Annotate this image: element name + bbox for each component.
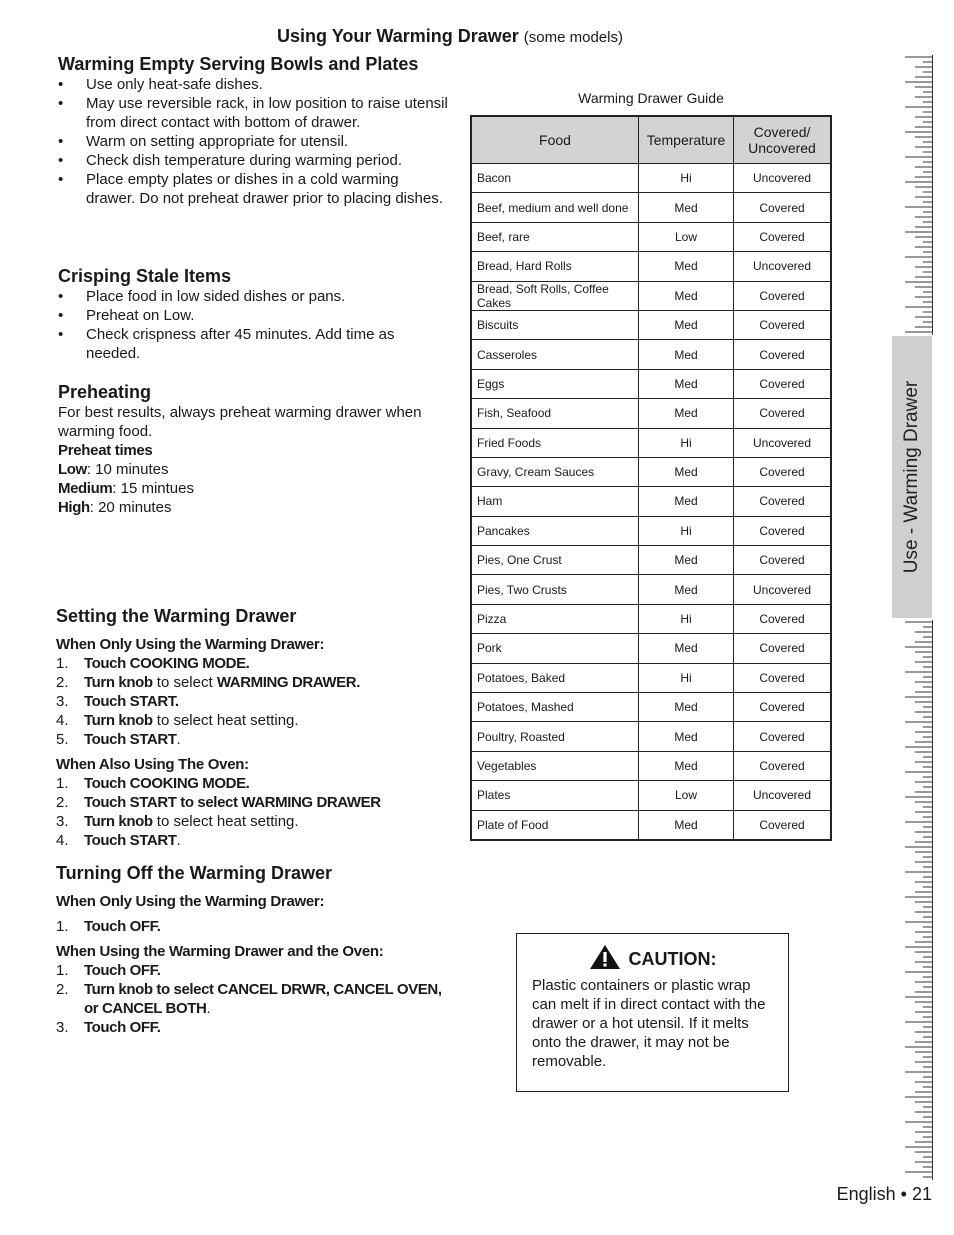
step-number: 3. bbox=[56, 693, 69, 710]
caution-header bbox=[532, 944, 773, 974]
step-item bbox=[56, 730, 446, 749]
cell-temperature: Med bbox=[639, 281, 734, 310]
preheat-time-row bbox=[58, 460, 448, 479]
cell-food: Poultry, Roasted bbox=[471, 722, 639, 751]
cell-covered: Covered bbox=[734, 193, 832, 222]
cell-covered: Covered bbox=[734, 310, 832, 339]
list-item: • Place empty plates or dishes in a cold warming drawer. Do not preheat drawer prior to placing dishes. bbox=[58, 170, 448, 208]
step-action: Touch OFF. bbox=[84, 1019, 161, 1036]
cell-temperature: Med bbox=[639, 722, 734, 751]
column-header-temperature: Temperature bbox=[639, 116, 734, 164]
step-item bbox=[56, 793, 446, 812]
list-item: • Warm on setting appropriate for utensil. bbox=[58, 132, 448, 151]
step-item bbox=[56, 711, 446, 730]
section-heading: Preheating bbox=[58, 382, 152, 402]
table-row bbox=[471, 516, 831, 545]
section-setting bbox=[56, 605, 446, 850]
step-action: Touch START bbox=[84, 832, 177, 849]
step-action: Touch OFF. bbox=[84, 918, 161, 935]
step-item bbox=[56, 1018, 446, 1037]
cell-food: Beef, rare bbox=[471, 222, 639, 251]
table-row bbox=[471, 193, 831, 222]
cell-food: Pancakes bbox=[471, 516, 639, 545]
cell-food: Beef, medium and well done bbox=[471, 193, 639, 222]
step-text: . bbox=[206, 1000, 211, 1017]
cell-covered: Covered bbox=[734, 546, 832, 575]
bullet-list bbox=[58, 75, 448, 208]
cell-covered: Uncovered bbox=[734, 575, 832, 604]
table-row bbox=[471, 693, 831, 722]
step-action: Turn knob bbox=[84, 813, 153, 830]
table-row bbox=[471, 457, 831, 486]
step-number: 5. bbox=[56, 731, 69, 748]
cell-temperature: Med bbox=[639, 193, 734, 222]
cell-temperature: Med bbox=[639, 340, 734, 369]
cell-covered: Covered bbox=[734, 222, 832, 251]
table-row bbox=[471, 722, 831, 751]
step-item bbox=[56, 831, 446, 850]
cell-food: Eggs bbox=[471, 369, 639, 398]
table-row bbox=[471, 634, 831, 663]
step-number: 1. bbox=[56, 655, 69, 672]
step-number: 3. bbox=[56, 1019, 69, 1036]
cell-temperature: Med bbox=[639, 751, 734, 780]
section-turning-off bbox=[56, 862, 446, 1037]
table-header-row bbox=[471, 116, 831, 164]
step-number: 1. bbox=[56, 962, 69, 979]
step-action: Touch START to select WARMING DRAWER bbox=[84, 794, 381, 811]
step-item bbox=[56, 980, 446, 1018]
cell-covered: Covered bbox=[734, 457, 832, 486]
step-list bbox=[56, 917, 446, 936]
preheat-time-row bbox=[58, 479, 448, 498]
cell-food: Ham bbox=[471, 487, 639, 516]
step-action: Touch START bbox=[84, 731, 177, 748]
list-item: • Check dish temperature during warming period. bbox=[58, 151, 448, 170]
step-number: 1. bbox=[56, 918, 69, 935]
list-item: • Preheat on Low. bbox=[58, 306, 448, 325]
list-item: • Check crispness after 45 minutes. Add time as needed. bbox=[58, 325, 448, 363]
step-action: WARMING DRAWER. bbox=[216, 674, 360, 691]
group-label: When Also Using The Oven: bbox=[56, 756, 249, 773]
bullet-list bbox=[58, 287, 448, 363]
step-number: 1. bbox=[56, 775, 69, 792]
preheat-intro: For best results, always preheat warming drawer when warming food. bbox=[58, 404, 422, 440]
cell-food: Pork bbox=[471, 634, 639, 663]
step-text: . bbox=[176, 731, 181, 748]
section-empty-bowls bbox=[58, 53, 448, 208]
table-row bbox=[471, 575, 831, 604]
cell-food: Bread, Soft Rolls, Coffee Cakes bbox=[471, 281, 639, 310]
warming-drawer-guide-table bbox=[470, 115, 832, 841]
cell-food: Bacon bbox=[471, 164, 639, 193]
table-row bbox=[471, 546, 831, 575]
cell-covered: Covered bbox=[734, 663, 832, 692]
table-row bbox=[471, 810, 831, 840]
cell-temperature: Low bbox=[639, 222, 734, 251]
cell-temperature: Med bbox=[639, 693, 734, 722]
cell-food: Pies, Two Crusts bbox=[471, 575, 639, 604]
cell-temperature: Hi bbox=[639, 164, 734, 193]
step-number: 3. bbox=[56, 813, 69, 830]
cell-covered: Uncovered bbox=[734, 252, 832, 281]
cell-covered: Covered bbox=[734, 751, 832, 780]
cell-food: Plate of Food bbox=[471, 810, 639, 840]
section-heading: Crisping Stale Items bbox=[58, 266, 232, 286]
cell-covered: Covered bbox=[734, 604, 832, 633]
cell-temperature: Low bbox=[639, 781, 734, 810]
cell-covered: Covered bbox=[734, 516, 832, 545]
cell-food: Fish, Seafood bbox=[471, 399, 639, 428]
preheat-time-value: : 10 minutes bbox=[86, 461, 169, 478]
table-row bbox=[471, 340, 831, 369]
step-action: Turn knob bbox=[84, 674, 153, 691]
table-row bbox=[471, 487, 831, 516]
step-list bbox=[56, 774, 446, 850]
step-text: to select bbox=[152, 674, 217, 691]
cell-temperature: Med bbox=[639, 399, 734, 428]
preheat-times-label: Preheat times bbox=[58, 442, 153, 459]
table-row bbox=[471, 164, 831, 193]
table-row bbox=[471, 310, 831, 339]
preheat-time-row bbox=[58, 498, 448, 517]
cell-food: Potatoes, Mashed bbox=[471, 693, 639, 722]
step-item bbox=[56, 692, 446, 711]
cell-food: Casseroles bbox=[471, 340, 639, 369]
ruler-decoration-bottom bbox=[905, 620, 933, 1180]
cell-covered: Covered bbox=[734, 281, 832, 310]
step-text: to select heat setting. bbox=[152, 813, 299, 830]
step-list bbox=[56, 961, 446, 1037]
cell-food: Pies, One Crust bbox=[471, 546, 639, 575]
cell-covered: Uncovered bbox=[734, 428, 832, 457]
ruler-decoration-top bbox=[905, 55, 933, 335]
table-row bbox=[471, 281, 831, 310]
list-item: • Use only heat-safe dishes. bbox=[58, 75, 448, 94]
step-item bbox=[56, 812, 446, 831]
page-title bbox=[0, 26, 900, 47]
cell-covered: Uncovered bbox=[734, 781, 832, 810]
page-title-text: Using Your Warming Drawer bbox=[277, 26, 519, 46]
step-text: to select heat setting. bbox=[152, 712, 299, 729]
preheat-times bbox=[58, 460, 448, 517]
cell-temperature: Hi bbox=[639, 516, 734, 545]
preheat-time-label: High bbox=[58, 499, 90, 516]
step-number: 4. bbox=[56, 712, 69, 729]
preheat-time-label: Medium bbox=[58, 480, 113, 497]
cell-food: Vegetables bbox=[471, 751, 639, 780]
section-preheating bbox=[58, 381, 448, 517]
cell-temperature: Hi bbox=[639, 663, 734, 692]
cell-temperature: Med bbox=[639, 310, 734, 339]
preheat-time-label: Low bbox=[58, 461, 87, 478]
cell-covered: Covered bbox=[734, 693, 832, 722]
step-action: Touch START. bbox=[84, 693, 179, 710]
cell-covered: Uncovered bbox=[734, 164, 832, 193]
cell-temperature: Med bbox=[639, 369, 734, 398]
preheat-time-value: : 15 mintues bbox=[112, 480, 194, 497]
step-item bbox=[56, 673, 446, 692]
step-number: 2. bbox=[56, 981, 69, 998]
cell-temperature: Med bbox=[639, 575, 734, 604]
cell-food: Bread, Hard Rolls bbox=[471, 252, 639, 281]
cell-temperature: Hi bbox=[639, 428, 734, 457]
cell-covered: Covered bbox=[734, 369, 832, 398]
step-action: Touch OFF. bbox=[84, 962, 161, 979]
cell-food: Biscuits bbox=[471, 310, 639, 339]
table-row bbox=[471, 222, 831, 251]
cell-food: Potatoes, Baked bbox=[471, 663, 639, 692]
cell-temperature: Med bbox=[639, 634, 734, 663]
step-item bbox=[56, 917, 446, 936]
section-crisping bbox=[58, 265, 448, 363]
page-footer: English • 21 bbox=[836, 1184, 932, 1204]
step-action: Turn knob to select CANCEL DRWR, CANCEL OVEN, or CANCEL BOTH bbox=[84, 981, 442, 1017]
cell-temperature: Med bbox=[639, 810, 734, 840]
table-row bbox=[471, 428, 831, 457]
cell-temperature: Med bbox=[639, 546, 734, 575]
table-row bbox=[471, 781, 831, 810]
section-heading: Setting the Warming Drawer bbox=[56, 606, 297, 626]
step-text: . bbox=[176, 832, 181, 849]
page-title-subtitle: (some models) bbox=[523, 29, 623, 46]
cell-covered: Covered bbox=[734, 722, 832, 751]
warning-triangle-icon bbox=[589, 944, 621, 974]
step-action: Touch COOKING MODE. bbox=[84, 775, 250, 792]
column-header-covered: Covered/ Uncovered bbox=[734, 116, 832, 164]
group-label: When Using the Warming Drawer and the Oven: bbox=[56, 943, 384, 960]
group-label: When Only Using the Warming Drawer: bbox=[56, 636, 325, 653]
step-action: Turn knob bbox=[84, 712, 153, 729]
caution-title: CAUTION: bbox=[628, 948, 717, 969]
list-item: • May use reversible rack, in low position to raise utensil from direct contact with bottom of drawer. bbox=[58, 94, 448, 132]
step-item bbox=[56, 961, 446, 980]
table-row bbox=[471, 399, 831, 428]
cell-food: Fried Foods bbox=[471, 428, 639, 457]
preheat-time-value: : 20 minutes bbox=[89, 499, 172, 516]
step-number: 4. bbox=[56, 832, 69, 849]
cell-covered: Covered bbox=[734, 810, 832, 840]
cell-covered: Covered bbox=[734, 634, 832, 663]
table-row bbox=[471, 663, 831, 692]
cell-temperature: Med bbox=[639, 487, 734, 516]
column-header-food: Food bbox=[471, 116, 639, 164]
table-row bbox=[471, 751, 831, 780]
cell-food: Pizza bbox=[471, 604, 639, 633]
step-number: 2. bbox=[56, 794, 69, 811]
caution-box bbox=[516, 933, 789, 1092]
step-item bbox=[56, 774, 446, 793]
step-item bbox=[56, 654, 446, 673]
cell-covered: Covered bbox=[734, 340, 832, 369]
table-row bbox=[471, 604, 831, 633]
step-action: Touch COOKING MODE. bbox=[84, 655, 250, 672]
cell-covered: Covered bbox=[734, 487, 832, 516]
side-tab bbox=[892, 336, 932, 618]
caution-text: Plastic containers or plastic wrap can melt if in direct contact with the drawer or a hot utensil. If it melts onto the drawer, it may not be removable. bbox=[532, 977, 766, 1070]
group-label: When Only Using the Warming Drawer: bbox=[56, 893, 325, 910]
cell-covered: Covered bbox=[734, 399, 832, 428]
cell-food: Gravy, Cream Sauces bbox=[471, 457, 639, 486]
cell-food: Plates bbox=[471, 781, 639, 810]
side-tab-label: Use - Warming Drawer bbox=[901, 380, 922, 574]
table-row bbox=[471, 252, 831, 281]
section-heading: Turning Off the Warming Drawer bbox=[56, 863, 333, 883]
list-item: • Place food in low sided dishes or pans. bbox=[58, 287, 448, 306]
cell-temperature: Hi bbox=[639, 604, 734, 633]
section-heading: Warming Empty Serving Bowls and Plates bbox=[58, 54, 419, 74]
step-number: 2. bbox=[56, 674, 69, 691]
guide-caption: Warming Drawer Guide bbox=[578, 90, 724, 106]
table-row bbox=[471, 369, 831, 398]
cell-temperature: Med bbox=[639, 457, 734, 486]
cell-temperature: Med bbox=[639, 252, 734, 281]
step-list bbox=[56, 654, 446, 749]
